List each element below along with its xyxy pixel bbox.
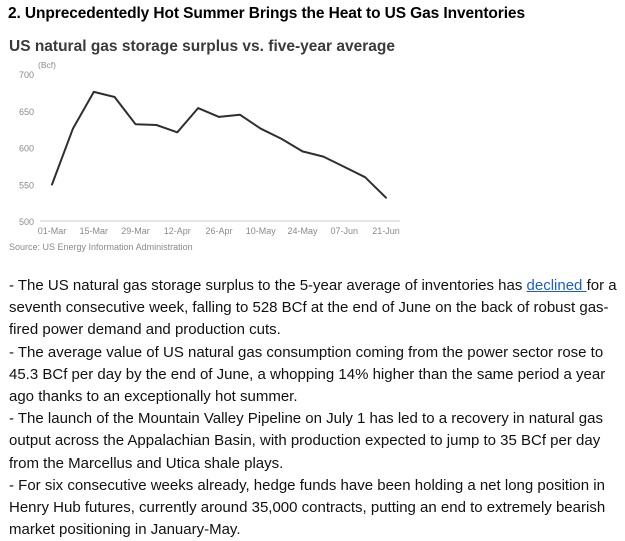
data-point [135,123,137,125]
data-point [385,197,387,199]
bullet-1-text-after: for a seventh consecutive week, falling to 528 BCf at the end of June on the back of robust gas-fired power demand and production cuts. [9,277,617,339]
y-tick-label: 550 [18,180,34,191]
bullet-1-text-before: - The US natural gas storage surplus to the 5-year average of inventories has [9,277,527,294]
data-point [323,156,325,158]
x-tick-label: 29-Mar [121,226,150,236]
series-line [52,92,386,198]
x-tick-label: 21-Jun [372,226,400,236]
x-tick-label: 26-Apr [205,226,233,236]
x-tick-label: 15-Mar [79,226,109,236]
x-tick-label: 07-Jun [330,226,359,236]
y-tick-label: 700 [18,70,34,80]
chart-title: US natural gas storage surplus vs. five-year average [9,38,395,55]
x-tick-label: 24-May [287,226,318,236]
bullet-2: - The average value of US natural gas consumption coming from the power sector rose to 45.3 BCf per day by the end of June, a whopping 14% higher than the same period a year ago thanks to an exceptionally hot summer. [9,343,606,406]
section-heading: 2. Unprecedentedly Hot Summer Brings the Heat to US Gas Inventories [8,5,525,22]
x-tick-label: 10-May [245,226,276,236]
data-point [93,91,95,93]
y-tick-label: 650 [18,106,34,117]
bullet-4: - For six consecutive weeks already, hedge funds have been holding a net long position in Henry Hub futures, currently around 35,000 contracts, putting an end to extremely bearish market positioning in January-May. [9,476,606,539]
x-axis-ticks [38,226,400,236]
y-tick-label: 500 [18,217,34,227]
data-point [302,151,304,153]
data-point [239,114,241,116]
y-axis-ticks [19,70,34,227]
chart [0,0,625,260]
data-point [260,128,262,130]
y-tick-label: 600 [18,143,34,154]
declined-link[interactable]: declined [526,277,587,294]
bullet-3: - The launch of the Mountain Valley Pipeline on July 1 has led to a recovery in natural gas output across the Appalachian Basin, with production expected to jump to 35 BCf per day from the Marcellus and Utica shale plays. [9,410,603,472]
data-point [218,116,220,118]
body-text [9,275,621,541]
bullet-1 [9,275,621,342]
data-point [72,128,74,130]
data-point [114,96,116,98]
data-point [364,176,366,178]
data-point [156,124,158,126]
data-point [343,166,345,168]
y-axis-unit-label: (Bcf) [38,60,56,70]
x-tick-label: 01-Mar [37,226,67,236]
data-point [51,184,53,186]
chart-source: Source: US Energy Information Administration [9,242,193,252]
data-points [51,91,387,198]
data-point [197,107,199,109]
data-point [176,132,178,134]
data-point [281,138,283,140]
x-tick-label: 12-Apr [163,226,191,236]
